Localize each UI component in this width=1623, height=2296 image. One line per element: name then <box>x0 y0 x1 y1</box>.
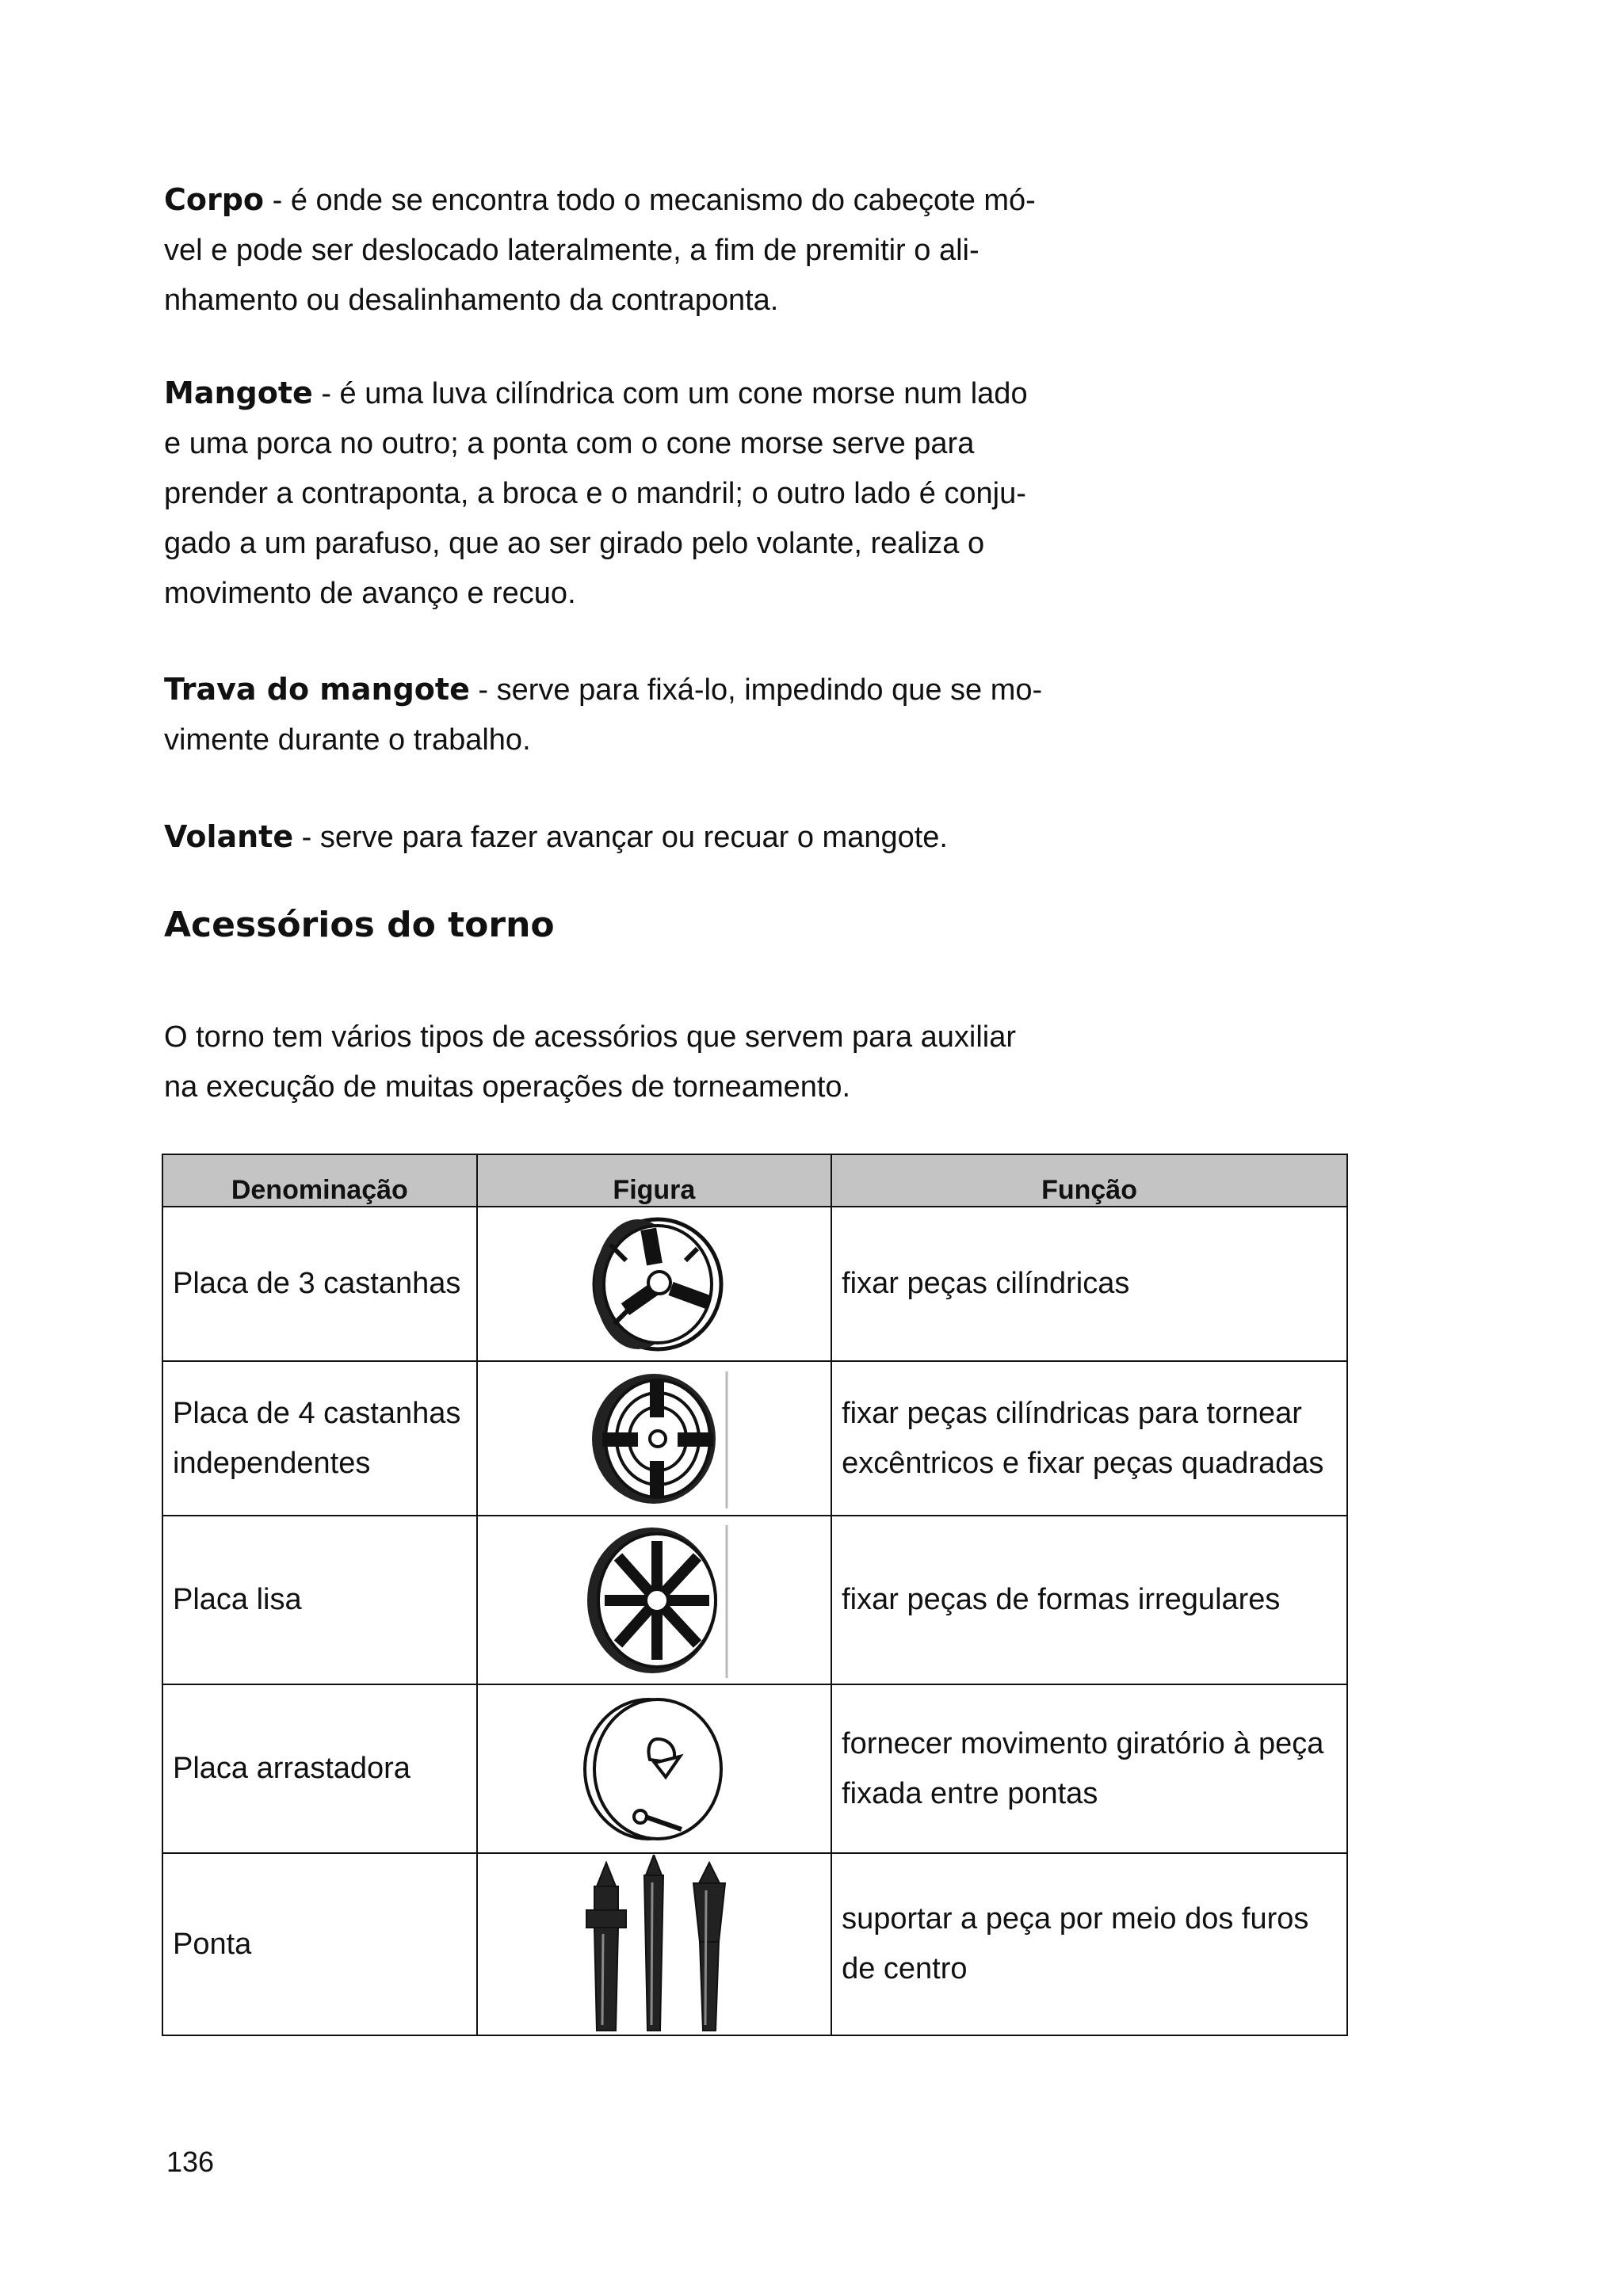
intro-paragraph: O torno tem vários tipos de acessórios que servem para auxiliar na execução de muitas operações de torneamento. <box>164 1020 1017 1104</box>
driving-plate-icon <box>579 1690 729 1848</box>
face-plate-icon <box>575 1521 733 1680</box>
row-name: Placa lisa <box>162 1516 477 1684</box>
table-header-row <box>162 1154 1347 1207</box>
table-row <box>162 1516 1347 1684</box>
row-function: fixar peças de formas irregulares <box>831 1516 1347 1684</box>
header-figura: Figura <box>477 1154 831 1207</box>
row-name: Placa de 3 castanhas <box>162 1207 477 1361</box>
table-row <box>162 1207 1347 1361</box>
row-figure <box>477 1853 831 2035</box>
definition-volante: - serve para fazer avançar ou recuar o mangote. <box>293 821 948 854</box>
row-function: fornecer movimento giratório à peça fixada entre pontas <box>831 1684 1347 1853</box>
section-heading: Acessórios do torno <box>164 905 555 945</box>
table-row <box>162 1361 1347 1516</box>
definition-trava-do-mangote: - serve para fixá-lo, impedindo que se mo- vimente durante o trabalho. <box>164 673 1043 757</box>
accessories-table <box>162 1154 1348 2036</box>
term-mangote: Mangote <box>164 376 313 410</box>
row-figure <box>477 1516 831 1684</box>
paragraph-corpo <box>164 175 1075 326</box>
header-denominacao: Denominação <box>162 1154 477 1207</box>
row-figure <box>477 1361 831 1516</box>
row-function: suportar a peça por meio dos furos de centro <box>831 1853 1347 2035</box>
definition-mangote: - é uma luva cilíndrica com um cone morse num lado e uma porca no outro; a ponta com o cone morse serve para prender a contraponta, a broca e o mandril; o outro lado é conju- gado a um parafuso, que ao ser girado pelo volante, realiza o movimento de avanço e recuo. <box>164 377 1028 610</box>
row-function: fixar peças cilíndricas <box>831 1207 1347 1361</box>
paragraph-mangote <box>164 368 1075 619</box>
definition-corpo: - é onde se encontra todo o mecanismo do cabeçote mó- vel e pode ser deslocado lateralmente, a fim de premitir o ali- nhamento ou desalinhamento da contraponta. <box>164 184 1036 317</box>
row-name: Placa de 4 castanhas independentes <box>162 1361 477 1516</box>
header-funcao: Função <box>831 1154 1347 1207</box>
paragraph-volante <box>164 812 1075 863</box>
paragraph-trava-do-mangote <box>164 665 1075 765</box>
lathe-centers-icon <box>567 1855 741 2034</box>
row-name: Placa arrastadora <box>162 1684 477 1853</box>
row-figure <box>477 1207 831 1361</box>
table-row <box>162 1684 1347 1853</box>
term-volante: Volante <box>164 819 294 854</box>
row-figure <box>477 1684 831 1853</box>
term-trava-do-mangote: Trava do mangote <box>164 672 470 707</box>
four-jaw-chuck-icon <box>575 1367 733 1510</box>
row-name: Ponta <box>162 1853 477 2035</box>
table-row <box>162 1853 1347 2035</box>
page-number: 136 <box>166 2145 215 2178</box>
term-corpo: Corpo <box>164 182 265 217</box>
row-function: fixar peças cilíndricas para tornear excêntricos e fixar peças quadradas <box>831 1361 1347 1516</box>
three-jaw-chuck-icon <box>579 1213 729 1356</box>
